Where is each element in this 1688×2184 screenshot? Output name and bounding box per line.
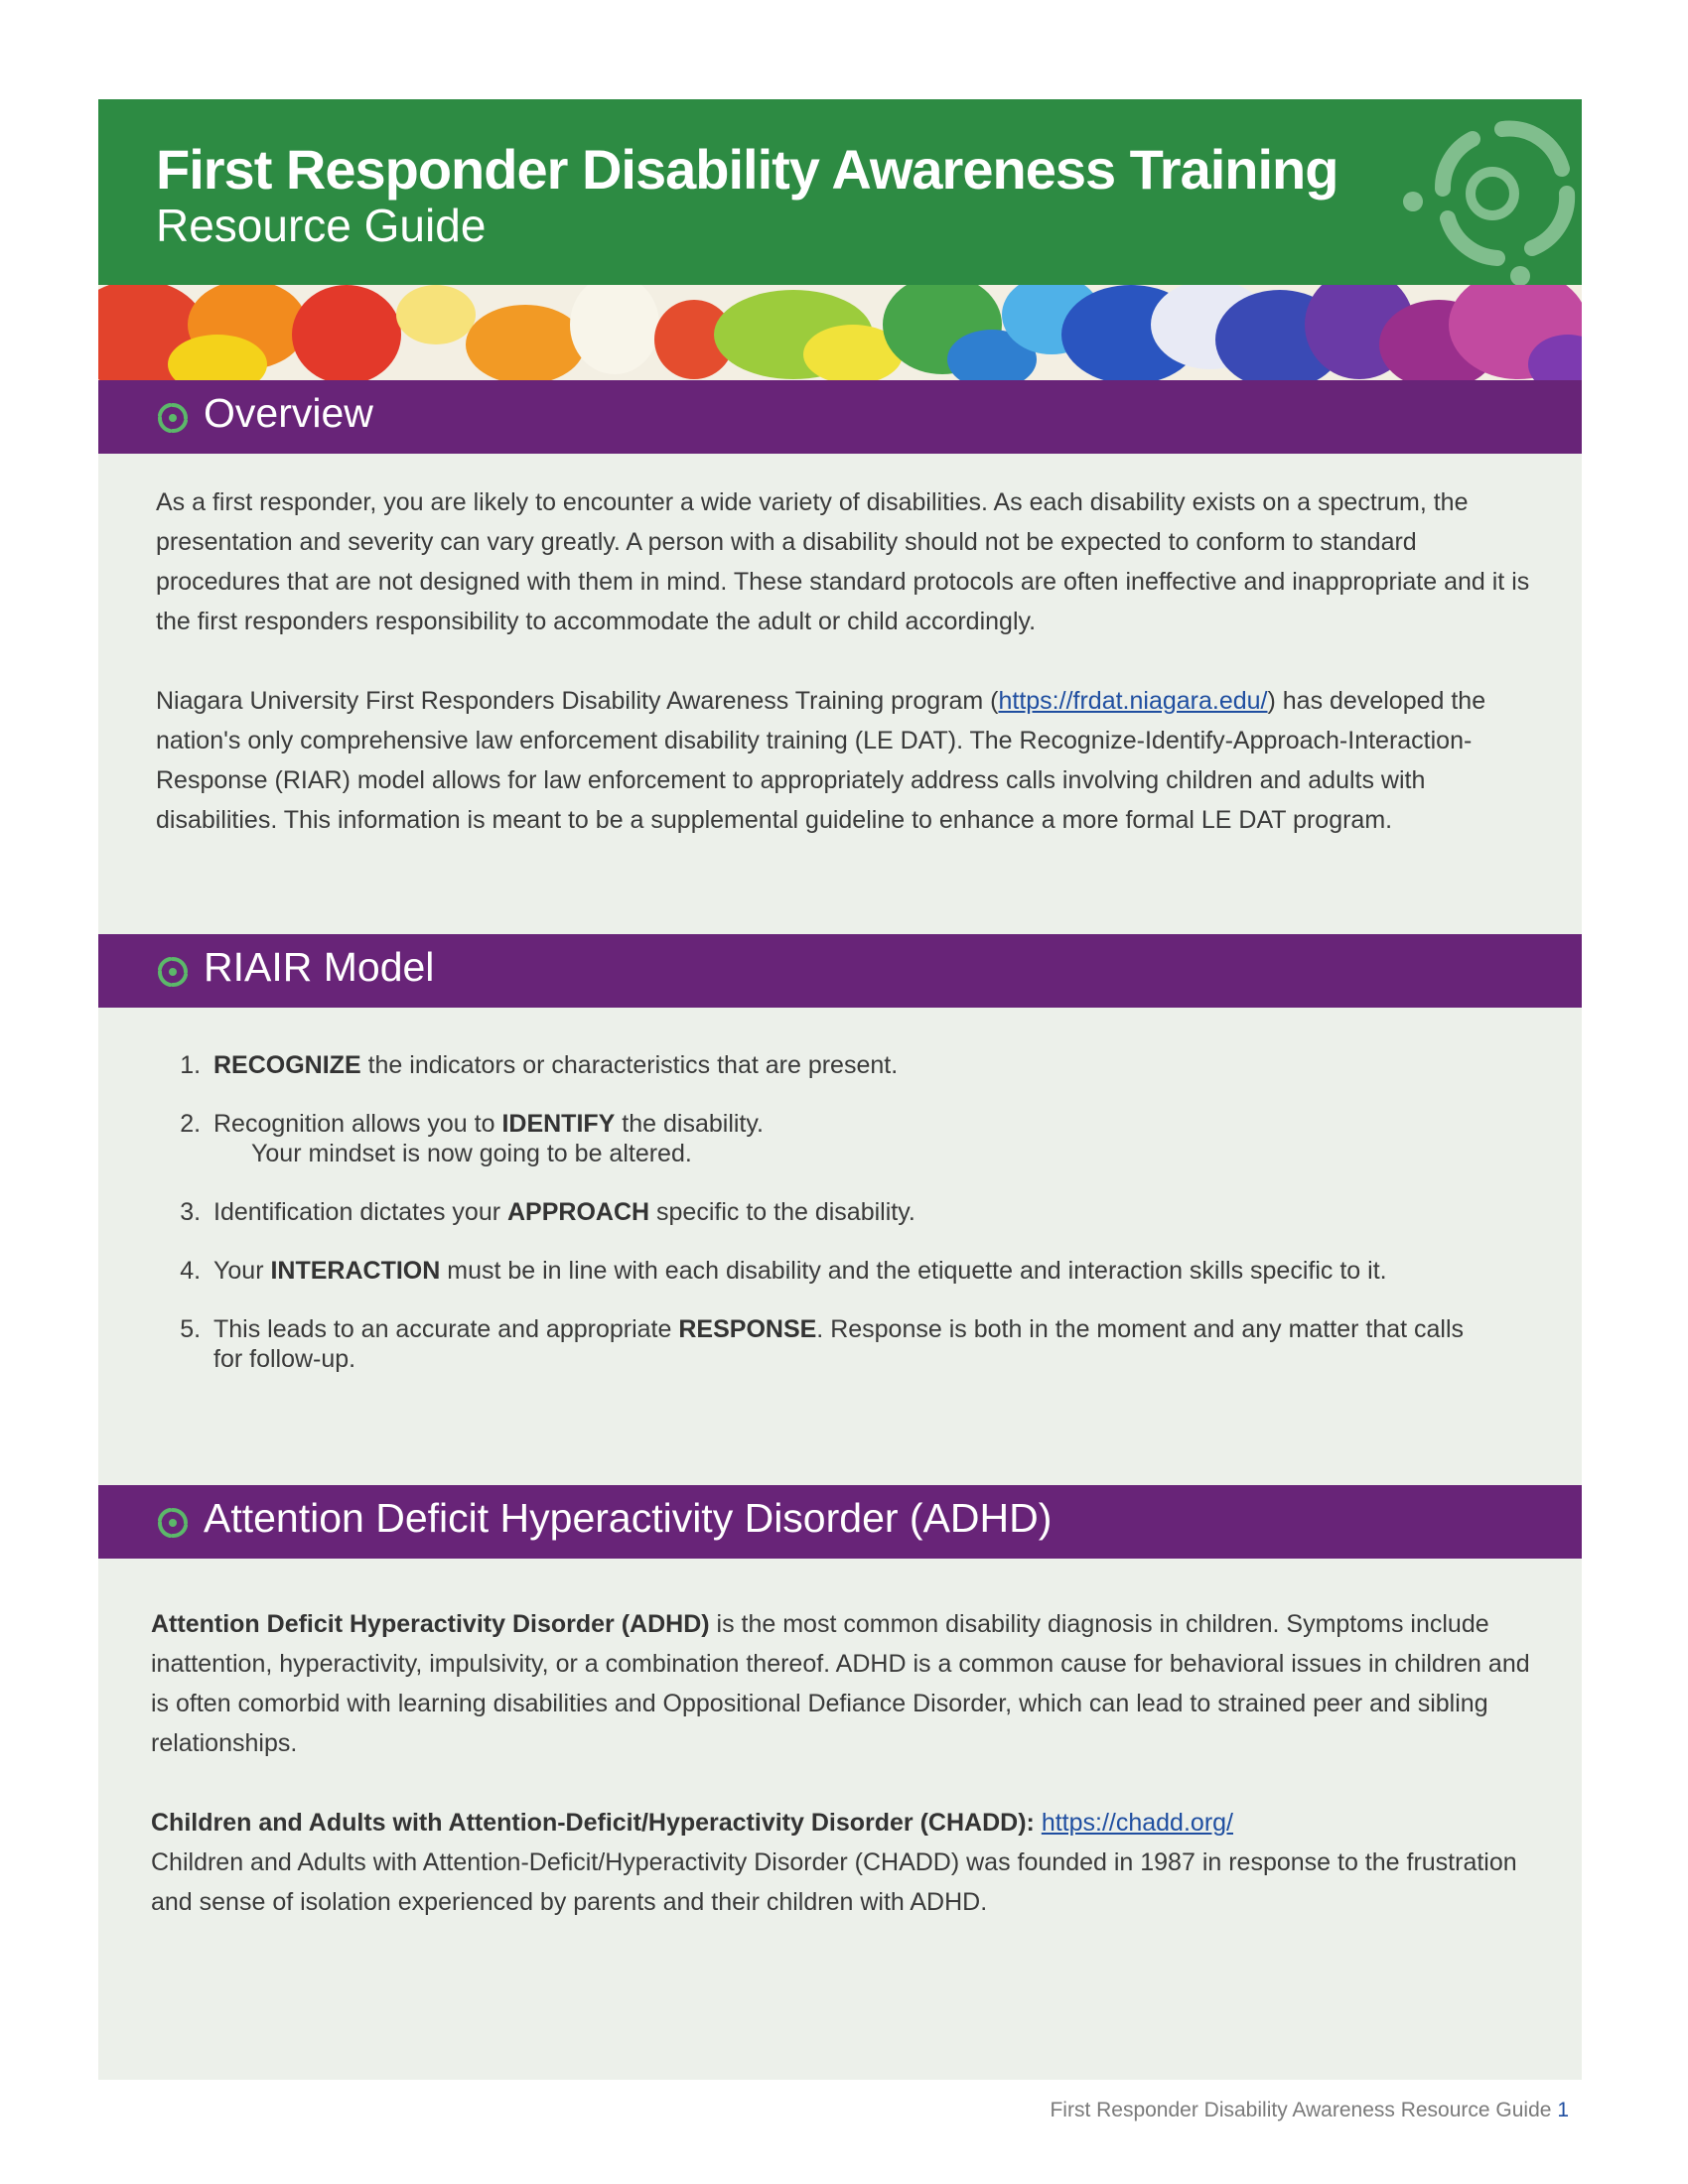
bold-term: IDENTIFY (501, 1110, 616, 1138)
bold-term: Attention Deficit Hyperactivity Disorder (ADHD) (151, 1610, 710, 1638)
swirl-logo-icon (1393, 99, 1582, 285)
page-panel (98, 99, 1582, 2080)
text-span: the indicators or characteristics that are present. (360, 1051, 899, 1079)
text-span: the disability. (615, 1110, 764, 1138)
painted-handprints-strip (98, 285, 1582, 380)
adhd-paragraph (151, 1604, 1541, 1763)
section-title: RIAIR Model (204, 944, 435, 990)
footer-text: First Responder Disability Awareness Resource Guide (1050, 2099, 1552, 2121)
list-item (208, 1256, 1498, 1286)
list-item (208, 1050, 1498, 1080)
list-item (208, 1109, 1498, 1168)
text-span: This leads to an accurate and appropriate (213, 1315, 679, 1343)
section-title: Attention Deficit Hyperactivity Disorder (ADHD) (204, 1495, 1053, 1541)
chadd-resource-title-line (151, 1803, 1541, 1843)
frdat-link[interactable]: https://frdat.niagara.edu/ (998, 687, 1268, 715)
overview-paragraph-1: As a first responder, you are likely to encounter a wide variety of disabilities. As each disability exists on a spectrum, the presentation and severity can vary greatly. A person with a disability should not be expected to conform to standard procedures that are not designed with them in mind. These standard protocols are often ineffective and inappropriate and it is the first responders responsibility to accommodate the adult or child accordingly. (156, 488, 1530, 635)
chadd-link[interactable]: https://chadd.org/ (1041, 1809, 1233, 1837)
swirl-bullet-icon (156, 955, 190, 989)
list-item (208, 1314, 1498, 1374)
text-span: . Response is both in the moment and any matter that calls for follow-up. (213, 1315, 1465, 1373)
text-span: specific to the disability. (649, 1198, 915, 1226)
page-subtitle: Resource Guide (156, 200, 487, 251)
overview-paragraph-2 (156, 681, 1536, 840)
bold-term: RECOGNIZE (213, 1051, 361, 1079)
bold-term: RESPONSE (678, 1315, 817, 1343)
text-span: Your (213, 1257, 271, 1285)
bold-term: APPROACH (507, 1198, 650, 1226)
header-banner (98, 99, 1582, 285)
text-span: Niagara University First Responders Disability Awareness Training program ( (156, 687, 999, 715)
swirl-bullet-icon (156, 1506, 190, 1540)
resource-title: Children and Adults with Attention-Deficit/Hyperactivity Disorder (CHADD): (151, 1809, 1035, 1837)
text-span: must be in line with each disability and the etiquette and interaction skills specific to it. (440, 1257, 1387, 1285)
section-title: Overview (204, 390, 373, 436)
text-span: Recognition allows you to (213, 1110, 502, 1138)
section-header-overview (98, 380, 1582, 454)
list-item (208, 1197, 1498, 1227)
text-span: is the most common disability diagnosis in children. Symptoms include inattention, hyperactivity, impulsivity, or a combination thereof. ADHD is a common cause for behavioral issues in children and is often comorbid with learning disabilities and Oppositional Defiance Disorder, which can lead to strained peer and sibling relationships. (151, 1610, 1530, 1757)
swirl-bullet-icon (156, 401, 190, 435)
page-title: First Responder Disability Awareness Training (156, 138, 1338, 201)
indented-note: Your mindset is now going to be altered. (251, 1140, 692, 1167)
chadd-description: Children and Adults with Attention-Deficit/Hyperactivity Disorder (CHADD) was founded in 1987 in response to the frustration and sense of isolation experienced by parents and their children with ADHD. (151, 1848, 1517, 1916)
section-header-riair (98, 934, 1582, 1008)
page-footer (1050, 2099, 1569, 2122)
text-span: Identification dictates your (213, 1198, 507, 1226)
riair-list (178, 1050, 1498, 1403)
bold-term: INTERACTION (270, 1257, 441, 1285)
section-header-adhd (98, 1485, 1582, 1559)
page-number: 1 (1557, 2099, 1569, 2121)
chadd-resource (151, 1803, 1541, 1922)
text-span: ) has developed the nation's only comprehensive law enforcement disability training (LE DAT). The Recognize-Identify-Approach-Interaction-Response (RIAR) model allows for law enforcement to appropriately address calls involving children and adults with disabilities. This information is meant to be a supplemental guideline to enhance a more formal LE DAT program. (156, 687, 1486, 834)
